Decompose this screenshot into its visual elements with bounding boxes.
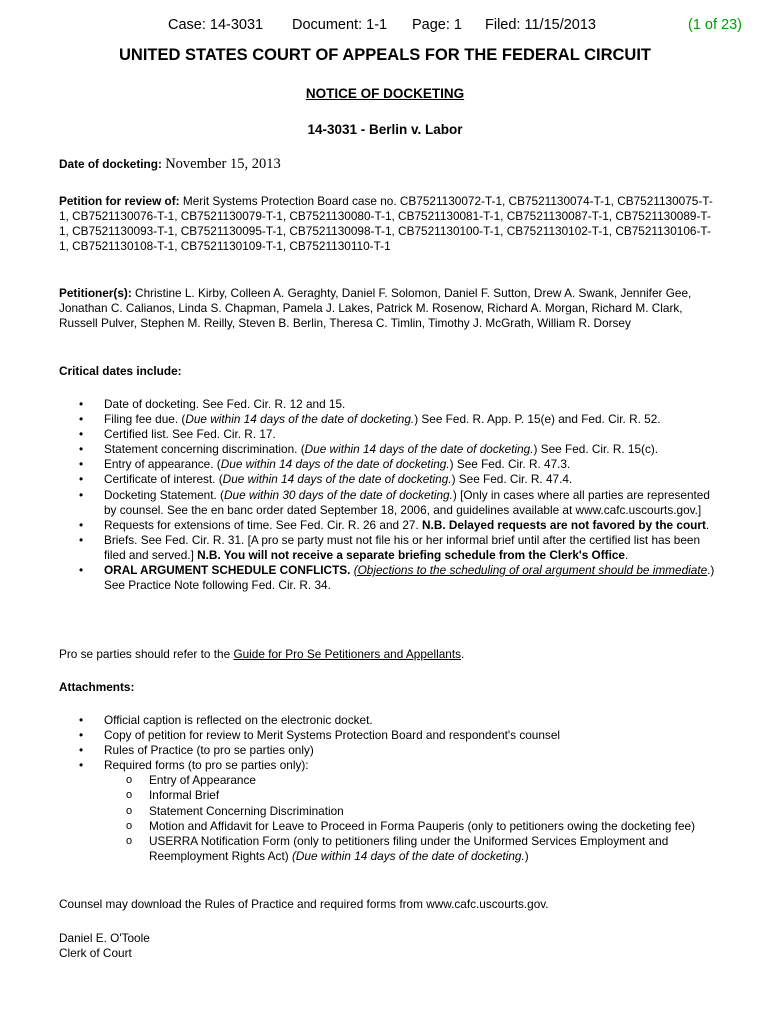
item-text: Official caption is reflected on the electronic docket. (104, 713, 373, 727)
pro-se-text-end: . (461, 647, 465, 661)
pro-se-text: Pro se parties should refer to the (59, 647, 234, 661)
sub-list-item (104, 819, 719, 834)
item-text: ) See Fed. Cir. R. 47.3. (449, 457, 571, 472)
attachments-heading: Attachments: (59, 680, 135, 694)
sub-list-item (104, 834, 719, 864)
item-text: Certificate of interest. ( (104, 472, 223, 487)
signature-title: Clerk of Court (59, 946, 132, 960)
petition-paragraph (59, 194, 719, 254)
court-title: UNITED STATES COURT OF APPEALS FOR THE FEDERAL CIRCUIT (119, 46, 651, 64)
list-item (59, 533, 719, 563)
item-text: ) [Only in cases where all parties are represented by counsel. See the en banc order dated September 18, 2006, and guidelines available at www.cafc.uscourts.gov.] (104, 487, 710, 517)
page-header (0, 17, 770, 37)
item-emphasis: Due within 14 days of the date of docketing. (220, 457, 450, 472)
item-text: USERRA Notification Form (only to petitioners filing under the Uniformed Services Employment and Reemployment Rights Act) (149, 833, 669, 863)
required-forms-list (104, 773, 719, 864)
petition-label: Petition for review of: (59, 194, 180, 208)
list-item (59, 412, 719, 427)
signature-name: Daniel E. O'Toole (59, 931, 150, 945)
item-text: . (705, 517, 710, 532)
docketing-value: November 15, 2013 (165, 156, 281, 172)
critical-dates-heading: Critical dates include: (59, 364, 182, 378)
docketing-date (59, 157, 719, 172)
header-document: Document: 1-1 (292, 17, 388, 33)
item-bold: N.B. You will not receive a separate briefing schedule from the Clerk's Office (197, 547, 625, 562)
header-page-count: (1 of 23) (688, 17, 742, 33)
list-item (59, 472, 719, 487)
list-item (59, 743, 719, 758)
item-text: Statement concerning discrimination. ( (104, 442, 305, 457)
list-item (59, 728, 719, 743)
list-item (59, 427, 719, 442)
item-text: ) (524, 848, 529, 863)
list-item (59, 563, 719, 593)
item-emphasis: Due within 30 days of the date of docketing. (224, 487, 453, 502)
item-text: ) See Fed. Cir. R. 15(c). (533, 442, 659, 457)
item-text: Briefs. See Fed. Cir. R. 31. [A pro se party must not file his or her informal brief until after the certified list has been filed and served.] (104, 532, 701, 562)
item-text: Date of docketing. See Fed. Cir. R. 12 and 15. (104, 397, 346, 411)
list-item (59, 397, 719, 412)
petition-text: Merit Systems Protection Board case no. CB7521130072-T-1, CB7521130074-T-1, CB7521130075-T-1, CB7521130076-T-1, CB7521130079-T-1, CB7521130080-T-1, CB7521130081-T-1, CB7521130087-T-1, CB7521130089-T-1, CB7521130093-T-1, CB7521130095-T-1, CB7521130098-T-1, CB7521130100-T-1, CB7521130102-T-1, CB7521130106-T-1, CB7521130108-T-1, CB7521130109-T-1, CB7521130110-T-1 (59, 194, 713, 254)
item-emphasis: Due within 14 days of the date of docketing. (185, 412, 415, 427)
sub-list-item (104, 773, 719, 788)
item-text: Filing fee due. ( (104, 412, 186, 427)
item-text: ) See Fed. R. App. P. 15(e) and Fed. Cir. R. 52. (414, 412, 661, 427)
download-note: Counsel may download the Rules of Practice and required forms from www.cafc.uscourts.gov. (59, 897, 549, 911)
sub-list-item (104, 804, 719, 819)
case-title: 14-3031 - Berlin v. Labor (307, 122, 463, 137)
attachments-list (59, 713, 719, 864)
list-item (59, 713, 719, 728)
notice-title: NOTICE OF DOCKETING (305, 86, 465, 101)
item-bold: N.B. Delayed requests are not favored by the court (422, 517, 706, 532)
list-item (59, 457, 719, 472)
item-emphasis: Due within 14 days of the date of docketing. (304, 442, 534, 457)
item-text: Copy of petition for review to Merit Systems Protection Board and respondent's counsel (104, 728, 561, 743)
item-text: Informal Brief (149, 788, 220, 803)
item-text: . (624, 547, 629, 562)
item-text: Statement Concerning Discrimination (149, 803, 344, 818)
item-text: Docketing Statement. ( (104, 487, 224, 502)
item-text: Required forms (to pro se parties only): (104, 758, 309, 773)
list-item (59, 442, 719, 457)
item-text: Entry of Appearance (149, 773, 256, 788)
item-text: Rules of Practice (to pro se parties only) (104, 743, 314, 758)
item-text: ) See Fed. Cir. R. 47.4. (451, 472, 573, 487)
list-item (59, 758, 719, 864)
pro-se-paragraph (59, 647, 719, 662)
sub-list-item (104, 788, 719, 803)
header-filed: Filed: 11/15/2013 (485, 17, 596, 33)
item-text: Certified list. See Fed. Cir. R. 17. (104, 427, 276, 442)
item-emphasis: Due within 14 days of the date of docketing. (222, 472, 452, 487)
item-text: Motion and Affidavit for Leave to Proceed in Forma Pauperis (only to petitioners owing the docketing fee) (149, 818, 696, 833)
item-emphasis: (Objections to the scheduling of oral argument should be immediate (353, 563, 708, 578)
petitioners-paragraph (59, 286, 719, 331)
item-emphasis: (Due within 14 days of the date of docketing. (291, 848, 525, 863)
critical-dates-list (59, 397, 719, 593)
petitioners-text: Christine L. Kirby, Colleen A. Geraghty, Daniel F. Solomon, Daniel F. Sutton, Drew A. Swank, Jennifer Gee, Jonathan C. Calianos, Linda S. Chapman, Pamela J. Lakes, Patrick M. Rosenow, Richard A. Morgan, Richard M. Clark, Russell Pulver, Stephen M. Reilly, Steven B. Berlin, Theresa C. Timlin, Timothy J. McGrath, William R. Dorsey (59, 286, 692, 331)
item-text: Entry of appearance. ( (104, 457, 221, 472)
header-case: Case: 14-3031 (168, 17, 264, 33)
petitioners-label: Petitioner(s): (59, 286, 132, 300)
item-text: .) See Practice Note following Fed. Cir. R. 34. (104, 563, 715, 593)
list-item (59, 518, 719, 533)
pro-se-guide-link[interactable]: Guide for Pro Se Petitioners and Appellants (233, 647, 461, 661)
list-item (59, 488, 719, 518)
item-text: Requests for extensions of time. See Fed. Cir. R. 26 and 27. (104, 517, 423, 532)
header-page: Page: 1 (412, 17, 462, 33)
docketing-label: Date of docketing: (59, 157, 162, 171)
item-bold: ORAL ARGUMENT SCHEDULE CONFLICTS. (104, 563, 351, 578)
